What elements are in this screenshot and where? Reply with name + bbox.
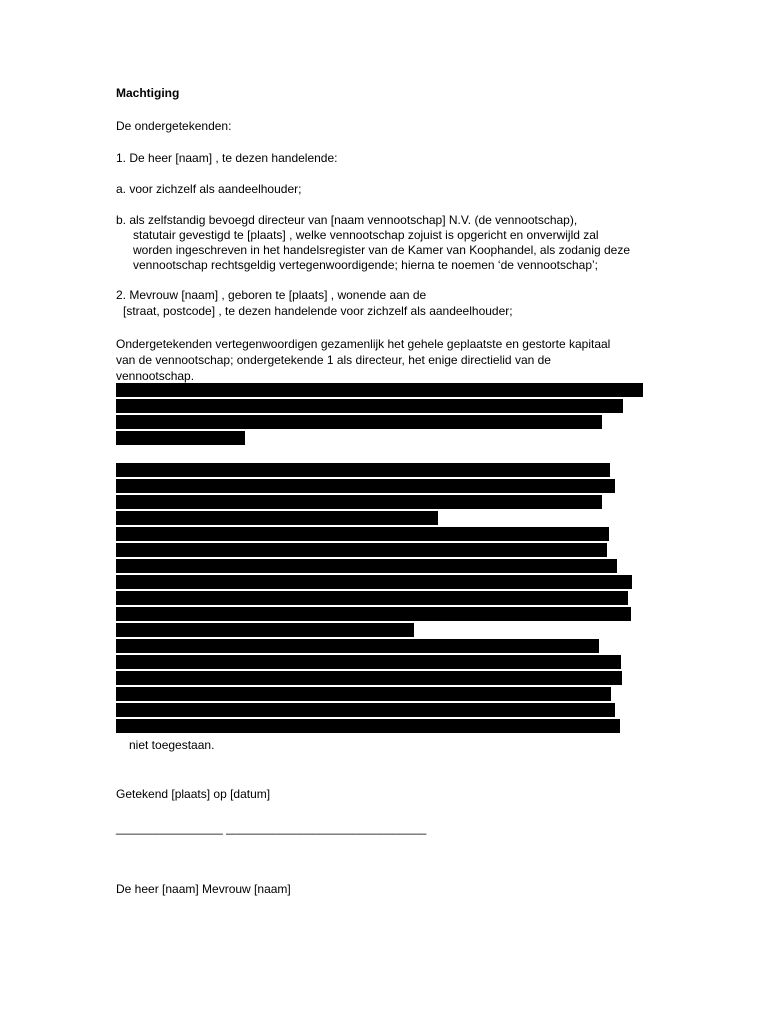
after-redaction-text: niet toegestaan. — [129, 738, 215, 752]
redaction-bar — [116, 463, 610, 477]
redaction-bar — [116, 591, 628, 605]
signature-lines: ________________ ______________________________ — [116, 821, 427, 835]
document-title: Machtiging — [116, 86, 180, 100]
redaction-bar — [116, 415, 602, 429]
representation-line-3: vennootschap. — [116, 369, 195, 383]
party-2-line-1: 2. Mevrouw [naam] , geboren te [plaats] , wonende aan de — [116, 288, 427, 302]
redaction-bar — [116, 687, 611, 701]
redaction-bar — [116, 479, 615, 493]
clause-b-line-3: worden ingeschreven in het handelsregister van de Kamer van Koophandel, als zodanig deze — [133, 243, 630, 257]
redaction-bar — [116, 511, 438, 525]
party-1-text: 1. De heer [naam] , te dezen handelende: — [116, 151, 338, 165]
intro-text: De ondergetekenden: — [116, 119, 232, 133]
representation-line-1: Ondergetekenden vertegenwoordigen gezamenlijk het gehele geplaatste en gestorte kapitaal — [116, 337, 611, 351]
signatory-names: De heer [naam] Mevrouw [naam] — [116, 882, 291, 896]
redaction-bar — [116, 431, 245, 445]
redaction-bar — [116, 527, 609, 541]
clause-a-text: a. voor zichzelf als aandeelhouder; — [116, 182, 302, 196]
redaction-bar — [116, 719, 620, 733]
clause-b-line-2: statutair gevestigd te [plaats] , welke vennootschap zojuist is opgericht en onverwijld zal — [133, 228, 599, 242]
redaction-bar — [116, 671, 622, 685]
clause-b-line-4: vennootschap rechtsgeldig vertegenwoordigende; hierna te noemen ‘de vennootschap’; — [133, 258, 598, 272]
redaction-bar — [116, 703, 615, 717]
clause-b-line-1: b. als zelfstandig bevoegd directeur van [naam vennootschap] N.V. (de vennootschap), — [116, 213, 578, 227]
redaction-bar — [116, 607, 631, 621]
party-2-line-2: [straat, postcode] , te dezen handelende voor zichzelf als aandeelhouder; — [123, 304, 513, 318]
redaction-bar — [116, 543, 607, 557]
redaction-bar — [116, 399, 623, 413]
redaction-bar — [116, 559, 617, 573]
redaction-bar — [116, 639, 599, 653]
redaction-bar — [116, 623, 414, 637]
redaction-bar — [116, 655, 621, 669]
redaction-bar — [116, 575, 632, 589]
redaction-bar — [116, 495, 602, 509]
signed-place-date: Getekend [plaats] op [datum] — [116, 787, 271, 801]
redaction-bar — [116, 383, 643, 397]
representation-line-2: van de vennootschap; ondergetekende 1 als directeur, het enige directielid van de — [116, 353, 551, 367]
